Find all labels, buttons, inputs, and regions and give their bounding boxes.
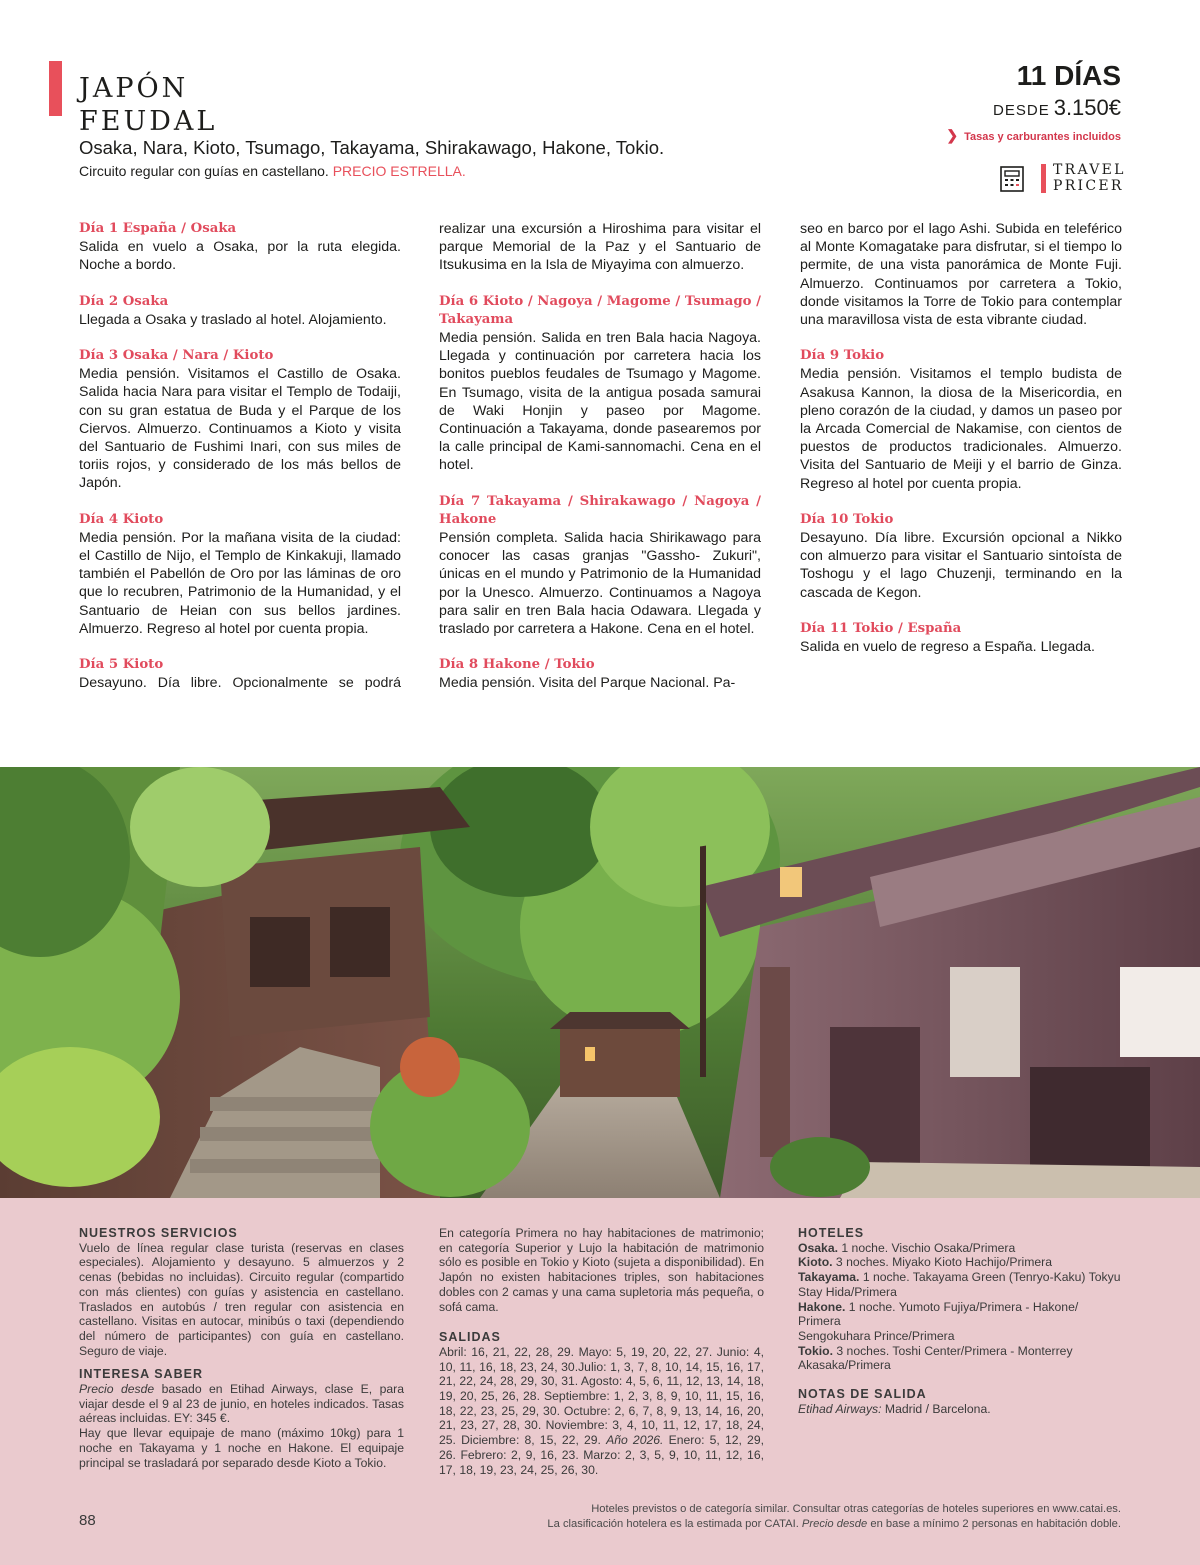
day-11-title: Día 11 Tokio / España xyxy=(800,620,962,636)
hotel-tokio xyxy=(798,1344,1123,1373)
footnote-price-from: Precio desde xyxy=(801,1518,868,1530)
hotel-hakone-alt: Sengokuhara Prince/Primera xyxy=(798,1328,955,1343)
good-to-know-text xyxy=(79,1382,404,1426)
day-3-text: Media pensión. Visitamos el Castillo de Osaka. Salida hacia Nara para visitar el Templo de Todaiji, con su gran estatua de Buda y el Parque de los Ciervos. Almuerzo. Continuamos a Kioto y visita del Santuario de Fushimi Inari, con sus miles de toriis rojos, y considerado de los más bellos de Japón. xyxy=(79,366,401,492)
day-10-text: Desayuno. Día libre. Excursión opcional a Nikko con almuerzo para visitar el Santuario sintoísta de Toshogu y el lago Chuzenji, terminando en la cascada de Kegon. xyxy=(800,530,1122,601)
luggage-note: Hay que llevar equipaje de mano (máximo 10kg) para 1 noche en Takayama y 1 noche en Hakone. El equipaje principal se trasladará por separado desde Kioto a Tokio. xyxy=(79,1426,404,1470)
hotel-detail: 1 noche. Yumoto Fujiya/Primera - Hakone/ Primera xyxy=(798,1299,1079,1329)
info-column-1 xyxy=(79,1226,404,1479)
info-column-2 xyxy=(439,1226,764,1486)
price-from-label: Precio desde xyxy=(79,1382,155,1397)
village-street-illustration xyxy=(0,767,1200,1198)
taxes-text: Tasas y carburantes incluidos xyxy=(964,131,1121,143)
page-number: 88 xyxy=(79,1512,96,1529)
hotel-hakone xyxy=(798,1300,1123,1329)
services-text: Vuelo de línea regular clase turista (reservas en clases especiales). Alojamiento y desayuno. 5 almuerzos y 2 cenas (bebidas no incluidas). Circuito regular (compartido con más clientes) con guías y asistencia en castellano. Traslados en autobús / tren regular con asistencia en castellano. Visitas en autocar, minibús o taxi (dependiendo del número de participantes) con guía en castellano. Seguro de viaje. xyxy=(79,1240,404,1358)
itinerary-column-3 xyxy=(800,220,1122,674)
title-line-1: JAPÓN xyxy=(79,73,189,105)
travel-pricer-bar xyxy=(1041,164,1046,193)
itinerary-column-2 xyxy=(439,220,761,711)
price-value: 3.150€ xyxy=(1053,95,1121,120)
hotel-osaka xyxy=(798,1241,1123,1256)
day-5-title: Día 5 Kioto xyxy=(79,657,164,673)
day-6-title: Día 6 Kioto / Nagoya / Magome / Tsumago / Takayama xyxy=(439,293,762,327)
departures-2026: Enero: 5, 12, 29, 26. Febrero: 2, 9, 16, 23. Marzo: 2, 3, 5, 9, 10, 11, 12, 16, 17, 18, 19, 23, 24, 25, 26, 30. xyxy=(439,1433,764,1477)
day-1-title: Día 1 España / Osaka xyxy=(79,221,237,236)
village-street-photo xyxy=(0,767,1200,1198)
trip-duration: 11 DÍAS xyxy=(1016,60,1121,91)
travel-pricer-logo xyxy=(1053,162,1126,194)
page-title xyxy=(79,72,217,138)
hotel-city: Tokio. xyxy=(798,1343,833,1358)
price-tag: PRECIO ESTRELLA. xyxy=(332,163,466,179)
day-4-text: Media pensión. Por la mañana visita de la ciudad: el Castillo de Nijo, el Templo de Kinkakuji, llamado también el Pabellón de Oro por las láminas de oro que lo recubren, Patrimonio de la Humanidad, y el Santuario de Heian con sus bellos jardines. Almuerzo. Regreso al hotel por cuenta propia. xyxy=(79,529,401,637)
hotel-city: Hakone. xyxy=(798,1299,846,1314)
desde-label: DESDE xyxy=(993,102,1050,119)
itinerary-column-1 xyxy=(79,220,401,710)
day-7-text: Pensión completa. Salida hacia Shirikawago para conocer las casas granjas "Gassho- Zukuri", únicas en el mundo y Patrimonio de la Humanidad por la Unesco. Almuerzo. Continuamos a Nagoya para salir en tren Bala hacia Odawara. Llegada y traslado por carretera a Hakone. Cena en el hotel. xyxy=(439,530,761,638)
day-1-text: Salida en vuelo a Osaka, por la ruta elegida. Noche a bordo. xyxy=(79,239,401,274)
title-line-2: FEUDAL xyxy=(79,106,218,138)
day-2-text: Llegada a Osaka y traslado al hotel. Alojamiento. xyxy=(79,311,387,328)
hotel-city: Kioto. xyxy=(798,1255,833,1270)
hotel-detail: 3 noches. Toshi Center/Primera - Monterrey Akasaka/Primera xyxy=(798,1343,1073,1373)
departures-text xyxy=(439,1345,764,1477)
calculator-icon xyxy=(1000,166,1024,192)
day-5-text-start: Desayuno. Día libre. Opcionalmente se podrá xyxy=(79,675,401,692)
circuit-text: Circuito regular con guías en castellano. xyxy=(79,163,329,179)
hotel-detail: 3 noches. Miyako Kioto Hachijo/Primera xyxy=(832,1255,1053,1270)
hotels-heading: HOTELES xyxy=(798,1226,865,1240)
taxes-note xyxy=(946,127,1121,144)
room-category-note: En categoría Primera no hay habitaciones de matrimonio; en categoría Superior y Lujo la habitación de matrimonio sólo es posible en Tokio y Kioto (sujeta a disponibilidad). En Japón no existen habitaciones triples, son habitaciones dobles con 2 camas y una cama supletoria más pequeña, o sofá cama. xyxy=(439,1226,764,1314)
travel-pricer-line-1: TRAVEL xyxy=(1053,162,1126,178)
departures-2025: Abril: 16, 21, 22, 28, 29. Mayo: 5, 19, 20, 22, 27. Junio: 4, 10, 11, 16, 18, 23, 24, 30.Julio: 1, 3, 7, 8, 10, 14, 15, 16, 17, 21, 22, 24, 28, 29, 30, 31. Agosto: 4, 5, 6, 11, 12, 13, 14, 18, 19, 20, 25, 26, 28. Septiembre: 1, 2, 3, 8, 9, 10, 11, 15, 16, 18, 22, 23, 25, 29, 30. Octubre: 2, 6, 7, 8, 9, 13, 14, 16, 20, 21, 23, 27, 28, 30. Noviembre: 3, 4, 10, 11, 12, 17, 18, 24, 25. Diciembre: 8, 15, 22, 29. xyxy=(439,1344,764,1448)
departure-cities: Madrid / Barcelona. xyxy=(881,1401,991,1416)
hotel-detail: 1 noche. Vischio Osaka/Primera xyxy=(837,1240,1016,1255)
circuit-note xyxy=(79,163,466,179)
chevron-right-icon: ❯ xyxy=(946,127,959,143)
airline-label: Etihad Airways: xyxy=(798,1401,882,1416)
price-block xyxy=(993,95,1121,121)
day-4-title: Día 4 Kioto xyxy=(79,511,164,527)
hotel-takayama xyxy=(798,1270,1123,1299)
services-heading: NUESTROS SERVICIOS xyxy=(79,1226,238,1240)
footnote-classification: La clasificación hotelera es la estimada por CATAI. xyxy=(547,1518,802,1530)
footnote-line-1: Hoteles previstos o de categoría similar. Consultar otras categorías de hoteles superiores en www.catai.es. xyxy=(591,1503,1121,1515)
day-8-text-end: seo en barco por el lago Ashi. Subida en teleférico al Monte Komagatake para disfrutar, si el tiempo lo permite, de una vista panorámica de Monte Fuji. Almuerzo. Continuamos por carretera a Tokio, donde visitamos la Torre de Tokio para contemplar una maravillosa vista de esta vibrante ciudad. xyxy=(800,221,1122,329)
day-8-text-start: Media pensión. Visita del Parque Nacional. Pa- xyxy=(439,675,736,692)
year-2026-label: Año 2026. xyxy=(606,1433,664,1448)
day-10-title: Día 10 Tokio xyxy=(800,511,894,527)
good-to-know-heading: INTERESA SABER xyxy=(79,1367,203,1382)
hotel-city: Osaka. xyxy=(798,1240,838,1255)
hotel-kioto xyxy=(798,1255,1123,1270)
day-8-title: Día 8 Hakone / Tokio xyxy=(439,657,595,673)
day-9-text: Media pensión. Visitamos el templo budista de Asakusa Kannon, la diosa de la Misericordia, en pleno corazón de la ciudad, y damos un paseo por la Arcada Comercial de Nakamise, con cientos de puestos de productos tradicionales. Almuerzo. Visita del Santuario de Meiji y el barrio de Ginza. Regreso al hotel por cuenta propia. xyxy=(800,366,1122,492)
travel-pricer-line-2: PRICER xyxy=(1053,178,1124,194)
departures-heading: SALIDAS xyxy=(439,1330,501,1345)
day-7-title: Día 7 Takayama / Shirakawago / Nagoya / Hakone xyxy=(439,493,761,527)
day-2-title: Día 2 Osaka xyxy=(79,293,169,309)
hotel-detail: 1 noche. Takayama Green (Tenryo-Kaku) Tokyu Stay Hida/Primera xyxy=(798,1270,1121,1299)
departure-notes-text xyxy=(798,1402,1123,1417)
day-5-text-end: realizar una excursión a Hiroshima para visitar el parque Memorial de la Paz y el Santuario de Itsukusima en la Isla de Miyayima con almuerzo. xyxy=(439,221,761,274)
info-column-3 xyxy=(798,1226,1123,1425)
footnote-basis: en base a mínimo 2 personas en habitación doble. xyxy=(867,1518,1121,1530)
day-3-title: Día 3 Osaka / Nara / Kioto xyxy=(79,348,274,364)
day-11-text: Salida en vuelo de regreso a España. Llegada. xyxy=(800,639,1096,656)
good-to-know-price: basado en Etihad Airways, clase E, para viajar desde el 9 al 23 de junio, en hoteles indicados. Tasas aéreas incluidas. EY: 345 €. xyxy=(79,1382,404,1426)
footnote-line-2 xyxy=(547,1517,1121,1532)
day-6-text: Media pensión. Salida en tren Bala hacia Nagoya. Llegada y continuación por carretera hacia los bonitos pueblos feudales de Tsumago y Magome. En Tsumago, visita de la antigua posada samurai de Waki Honjin y paseo por Magome. Continuación a Takayama, donde pasearemos por la calle principal de Kami-sannomachi. Cena en el hotel. xyxy=(439,330,761,474)
title-accent-bar xyxy=(49,61,62,116)
route-cities: Osaka, Nara, Kioto, Tsumago, Takayama, Shirakawago, Hakone, Tokio. xyxy=(79,137,665,158)
departure-notes-heading: NOTAS DE SALIDA xyxy=(798,1387,927,1402)
info-panel xyxy=(0,1198,1200,1565)
footnote xyxy=(547,1502,1121,1532)
hotel-city: Takayama. xyxy=(798,1270,860,1285)
day-9-title: Día 9 Tokio xyxy=(800,348,885,364)
